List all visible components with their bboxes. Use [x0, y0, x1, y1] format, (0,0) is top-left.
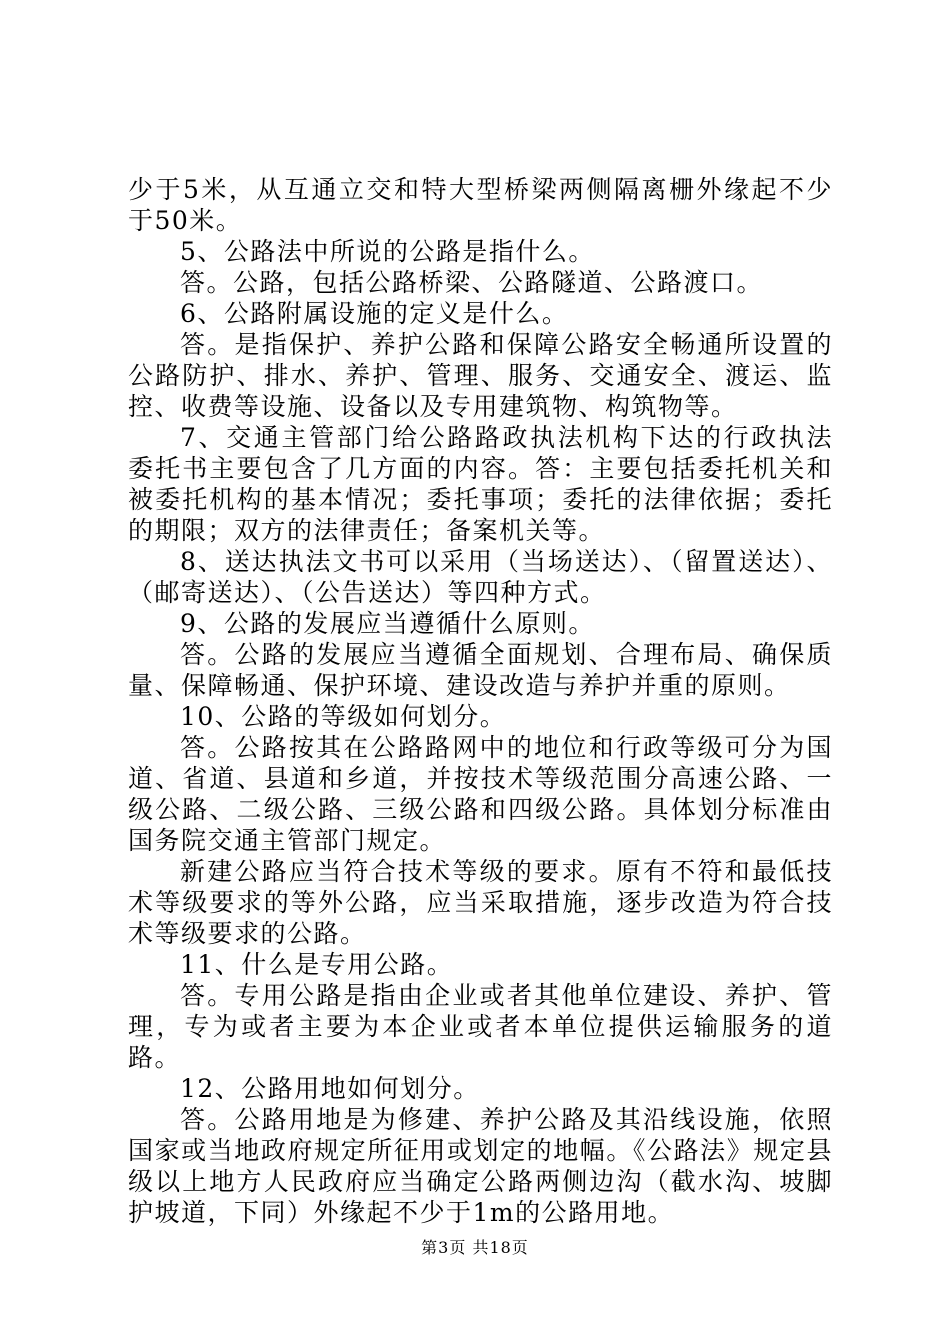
question-10: 10、公路的等级如何划分。 — [180, 702, 507, 731]
statement-8: 8、送达执法文书可以采用（当场送达）、（留置送达）、（邮寄送达）、（公告送达）等四种方式。 — [128, 547, 833, 607]
page-number-footer: 第3页 共18页 — [421, 1238, 529, 1257]
question-5: 5、公路法中所说的公路是指什么。 — [180, 237, 595, 266]
answer-6: 答。是指保护、养护公路和保障公路安全畅通所设置的公路防护、排水、养护、管理、服务、交通安全、渡运、监控、收费等设施、设备以及专用建筑物、构筑物等。 — [128, 330, 833, 421]
answer-9: 答。公路的发展应当遵循全面规划、合理布局、确保质量、保障畅通、保护环境、建设改造与养护并重的原则。 — [128, 640, 833, 700]
question-11: 11、什么是专用公路。 — [180, 950, 454, 979]
question-12: 12、公路用地如何划分。 — [180, 1074, 480, 1103]
question-answer-7: 7、交通主管部门给公路路政执法机构下达的行政执法委托书主要包含了几方面的内容。答：主要包括委托机关和被委托机构的基本情况；委托事项；委托的法律依据；委托的期限；双方的法律责任；备案机关等。 — [128, 423, 833, 545]
answer-10-continued: 新建公路应当符合技术等级的要求。原有不符和最低技术等级要求的等外公路，应当采取措施，逐步改造为符合技术等级要求的公路。 — [128, 857, 833, 948]
question-6: 6、公路附属设施的定义是什么。 — [180, 299, 569, 328]
answer-12: 答。公路用地是为修建、养护公路及其沿线设施，依照国家或当地政府规定所征用或划定的地幅。《公路法》规定县级以上地方人民政府应当确定公路两侧边沟（截水沟、坡脚护坡道，下同）外缘起不少于1m的公路用地。 — [128, 1105, 833, 1227]
document-body — [128, 174, 833, 1228]
answer-10: 答。公路按其在公路路网中的地位和行政等级可分为国道、省道、县道和乡道，并按技术等级范围分高速公路、一级公路、二级公路、三级公路和四级公路。具体划分标准由国务院交通主管部门规定。 — [128, 733, 833, 855]
question-9: 9、公路的发展应当遵循什么原则。 — [180, 609, 595, 638]
answer-11: 答。专用公路是指由企业或者其他单位建设、养护、管理，专为或者主要为本企业或者本单位提供运输服务的道路。 — [128, 981, 833, 1072]
answer-5: 答。公路，包括公路桥梁、公路隧道、公路渡口。 — [180, 268, 764, 297]
paragraph-1: 少于5米，从互通立交和特大型桥梁两侧隔离栅外缘起不少于50米。 — [128, 175, 833, 235]
